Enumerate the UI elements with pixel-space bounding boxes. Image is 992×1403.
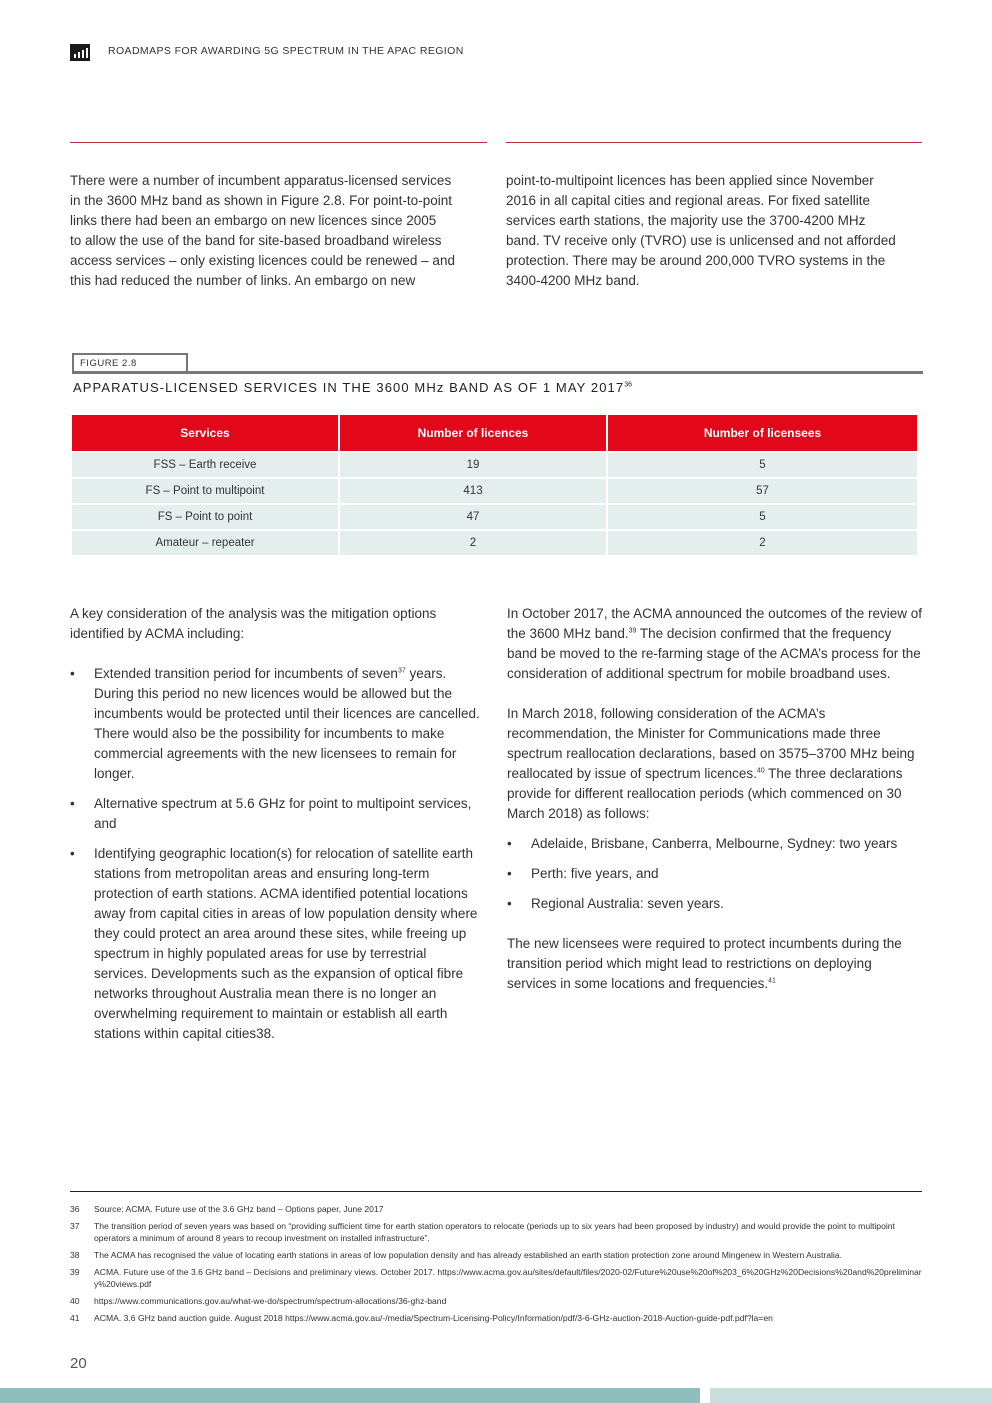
- licences-table: [70, 413, 919, 557]
- table-header-row: [72, 415, 917, 451]
- footnote: [70, 1249, 922, 1261]
- analysis-left-column: [70, 604, 482, 1054]
- column-header: Services: [72, 415, 338, 451]
- column-header: Number of licences: [340, 415, 606, 451]
- text-line: band. TV receive only (TVRO) use is unlicensed and not afforded: [506, 233, 896, 248]
- text-line: 2016 in all capital cities and regional areas. For fixed satellite: [506, 193, 870, 208]
- table-cell: FS – Point to multipoint: [72, 479, 338, 503]
- paragraph: [507, 604, 923, 684]
- table-cell: 5: [608, 505, 917, 529]
- table-cell: 57: [608, 479, 917, 503]
- table-cell: 5: [608, 453, 917, 477]
- list-item: • Alternative spectrum at 5.6 GHz for point to multipoint services, and: [70, 794, 482, 834]
- intro-left-column: [70, 171, 490, 291]
- footnote-rule: [70, 1191, 922, 1192]
- reallocation-list: [507, 834, 923, 914]
- list-item: • Identifying geographic location(s) for relocation of satellite earth stations from metropolitan areas and ensuring long-term protection of earth stations. ACMA identified potential locations away from capital cities in areas of low population density where they could protect an area around these sites, while freeing up spectrum in highly populated areas for use by terrestrial services. Developments such as the expansion of optical fibre networks throughout Australia mean there is no longer an overwhelming requirement to maintain or establish all earth stations within capital cities38.: [70, 844, 482, 1044]
- list-item: • Perth: five years, and: [507, 864, 923, 884]
- table-cell: 2: [608, 531, 917, 555]
- footnote: [70, 1312, 922, 1324]
- footnote: [70, 1266, 922, 1290]
- paragraph-text: The three declarations provide for different reallocation periods (which commenced on 30 March 2018) as follows:: [507, 766, 903, 821]
- paragraph-text: In October 2017, the ACMA announced the outcomes of the review of the 3600 MHz band.: [507, 606, 923, 641]
- footnote: [70, 1295, 922, 1307]
- text-line: in the 3600 MHz band as shown in Figure 2.8. For point-to-point: [70, 193, 452, 208]
- footnote-number: 38: [70, 1250, 80, 1260]
- table-row: [72, 531, 917, 555]
- table-row: [72, 505, 917, 529]
- text-line: services earth stations, the majority use the 3700-4200 MHz: [506, 213, 866, 228]
- list-item: • Regional Australia: seven years.: [507, 894, 923, 914]
- list-item-text: Extended transition period for incumbents of seven: [94, 666, 398, 681]
- footnote-text: ACMA. 3.6 GHz band auction guide. August 2018 https://www.acma.gov.au/-/media/Spectrum-Licensing-Policy/Information/pdf/3-6-GHz-auction-2018-Auction-guide-pdf.pdf?la=en: [94, 1313, 773, 1323]
- footnote-number: 36: [70, 1204, 80, 1214]
- table-row: [72, 453, 917, 477]
- footnote-number: 40: [70, 1296, 80, 1306]
- footnote-text: ACMA. Future use of the 3.6 GHz band – Decisions and preliminary views. October 2017. https://www.acma.gov.au/sites/default/files/2020-02/Future%20use%20of%203_6%20GHz%20Decisions%20and%20preliminary%20views.pdf: [94, 1267, 922, 1289]
- figure-label: FIGURE 2.8: [72, 353, 188, 371]
- footnote-number: 41: [70, 1313, 80, 1323]
- footnote: [70, 1203, 922, 1215]
- footnote-ref: 39: [628, 627, 637, 635]
- column-header: Number of licensees: [608, 415, 917, 451]
- footnote-ref: 41: [768, 977, 776, 985]
- text-line: access services – only existing licences could be renewed – and: [70, 253, 455, 268]
- table-cell: Amateur – repeater: [72, 531, 338, 555]
- page-number: 20: [70, 1355, 87, 1372]
- figure-title: [73, 380, 632, 395]
- paragraph: A key consideration of the analysis was the mitigation options identified by ACMA including:: [70, 606, 437, 641]
- analysis-right-column: [507, 604, 923, 1014]
- text-line: to allow the use of the band for site-based broadband wireless: [70, 233, 442, 248]
- footnote-ref: 37: [397, 667, 406, 675]
- table-cell: 47: [340, 505, 606, 529]
- text-line: protection. There may be around 200,000 TVRO systems in the: [506, 253, 886, 268]
- footnotes: [70, 1203, 922, 1329]
- list-item: [70, 664, 482, 784]
- paragraph-text: The decision confirmed that the frequency band be moved to the re-farming stage of the ACMA’s process for the consideration of additional spectrum for mobile broadband uses.: [507, 626, 921, 681]
- table-cell: FS – Point to point: [72, 505, 338, 529]
- text-line: links there had been an embargo on new licences since 2005: [70, 213, 437, 228]
- table-cell: FSS – Earth receive: [72, 453, 338, 477]
- footer-band-light: [710, 1388, 992, 1403]
- text-line: this had reduced the number of links. An embargo on new: [70, 273, 416, 288]
- footer-band: [0, 1388, 700, 1403]
- mitigation-list: [70, 664, 482, 1044]
- footnote-ref: 36: [624, 381, 633, 389]
- figure-title-text: APPARATUS-LICENSED SERVICES IN THE 3600 MHz BAND AS OF 1 MAY 2017: [73, 380, 625, 395]
- footnote-text: The ACMA has recognised the value of locating earth stations in areas of low population density and has already established an earth station protection zone around Mingenew in Western Australia.: [94, 1250, 842, 1260]
- footnote-text: Source: ACMA. Future use of the 3.6 GHz band – Options paper, June 2017: [94, 1204, 384, 1214]
- text-line: There were a number of incumbent apparatus-licensed services: [70, 173, 452, 188]
- table-cell: 19: [340, 453, 606, 477]
- footnote-ref: 40: [756, 767, 765, 775]
- footnote-number: 39: [70, 1267, 80, 1277]
- paragraph: [507, 934, 923, 994]
- paragraph: [507, 704, 923, 824]
- text-line: point-to-multipoint licences has been applied since November: [506, 173, 874, 188]
- figure-rule: [72, 371, 923, 374]
- footnote-number: 37: [70, 1221, 80, 1231]
- footnote-text: https://www.communications.gov.au/what-we-do/spectrum/spectrum-allocations/36-ghz-band: [94, 1296, 447, 1306]
- running-header: ROADMAPS FOR AWARDING 5G SPECTRUM IN THE APAC REGION: [108, 45, 464, 57]
- table-cell: 413: [340, 479, 606, 503]
- list-item-text: years. During this period no new licences would be allowed but the incumbents would be protected until their licences are cancelled. There would also be the possibility for incumbents to make commercial agreements with the new licensees to remain for longer.: [94, 666, 480, 781]
- logo-icon: [70, 44, 90, 61]
- paragraph-text: The new licensees were required to protect incumbents during the transition period which might lead to restrictions on deploying services in some locations and frequencies.: [507, 936, 902, 991]
- table-cell: 2: [340, 531, 606, 555]
- footnote: [70, 1220, 922, 1244]
- table-row: [72, 479, 917, 503]
- column-rule-right: [506, 142, 922, 143]
- column-rule-left: [70, 142, 487, 143]
- text-line: 3400-4200 MHz band.: [506, 273, 640, 288]
- paragraph-text: In March 2018, following consideration of the ACMA’s recommendation, the Minister for Communications made three spectrum reallocation declarations, based on 3575–3700 MHz being reallocated by issue of spectrum licences.: [507, 706, 915, 781]
- list-item: • Adelaide, Brisbane, Canberra, Melbourne, Sydney: two years: [507, 834, 923, 854]
- intro-right-column: [506, 171, 926, 291]
- footnote-text: The transition period of seven years was based on “providing sufficient time for earth station operators to relocate (periods up to six years had been proposed by industry) and would provide the point to multipoint operators a minimum of around 8 years to recoup investment on installed infrastructure”.: [94, 1221, 895, 1243]
